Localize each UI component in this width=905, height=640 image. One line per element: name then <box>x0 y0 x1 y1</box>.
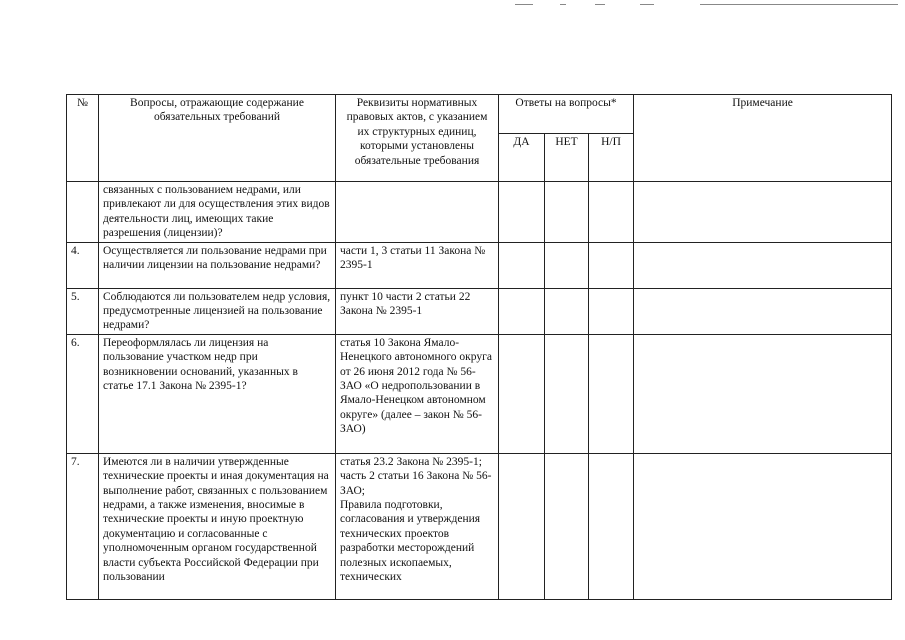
answer-na-cell <box>589 453 634 599</box>
answer-na-cell <box>589 288 634 334</box>
row-number <box>67 182 99 243</box>
col-header-no: НЕТ <box>545 134 589 182</box>
row-question: Переоформлялась ли лицензия на пользование участком недр при возникновении оснований, указанных в статье 17.1 Закона № 2395-1? <box>99 334 336 453</box>
requirements-checklist-table <box>66 94 892 600</box>
row-question: Имеются ли в наличии утвержденные технические проекты и иная документация на выполнение работ, связанных с пользованием недрами, а также изменения, вносимые в технические проекты и иную проектную документацию и согласованные с уполномоченным органом государственной власти субъекта Российской Федерации при пользовании <box>99 453 336 599</box>
answer-yes-cell <box>499 453 545 599</box>
row-number: 6. <box>67 334 99 453</box>
reference-line: статья 23.2 Закона № 2395-1; <box>340 455 482 468</box>
table-row <box>67 334 892 453</box>
row-references <box>336 182 499 243</box>
note-cell <box>634 453 892 599</box>
row-references: пункт 10 части 2 статьи 22 Закона № 2395-1 <box>336 288 499 334</box>
note-cell <box>634 288 892 334</box>
answer-no-cell <box>545 453 589 599</box>
table-row <box>67 288 892 334</box>
row-references: статья 10 Закона Ямало-Ненецкого автономного округа от 26 июня 2012 года № 56-ЗАО «О недропользовании в Ямало-Ненецком автономном округе» (далее – закон № 56-ЗАО) <box>336 334 499 453</box>
col-header-number: № <box>67 95 99 182</box>
answer-no-cell <box>545 242 589 288</box>
note-cell <box>634 182 892 243</box>
table-row <box>67 453 892 599</box>
table-row <box>67 242 892 288</box>
answer-no-cell <box>545 288 589 334</box>
row-number: 4. <box>67 242 99 288</box>
row-number: 7. <box>67 453 99 599</box>
col-header-answers: Ответы на вопросы* <box>499 95 634 134</box>
answer-yes-cell <box>499 182 545 243</box>
reference-line: Правила подготовки, согласования и утверждения технических проектов разработки месторождений полезных ископаемых, технических <box>340 499 481 584</box>
row-question: Соблюдаются ли пользователем недр условия, предусмотренные лицензией на пользование недрами? <box>99 288 336 334</box>
answer-na-cell <box>589 182 634 243</box>
answer-no-cell <box>545 334 589 453</box>
answer-no-cell <box>545 182 589 243</box>
scan-artifact-marks <box>500 4 900 8</box>
row-number: 5. <box>67 288 99 334</box>
row-question: связанных с пользованием недрами, или привлекают ли для осуществления этих видов деятельности лиц, имеющих такие разрешения (лицензии)? <box>99 182 336 243</box>
row-references: части 1, 3 статьи 11 Закона № 2395-1 <box>336 242 499 288</box>
reference-line: часть 2 статьи 16 Закона № 56-ЗАО; <box>340 470 492 497</box>
row-question: Осуществляется ли пользование недрами при наличии лицензии на пользование недрами? <box>99 242 336 288</box>
note-cell <box>634 334 892 453</box>
row-references <box>336 453 499 599</box>
answer-yes-cell <box>499 334 545 453</box>
answer-yes-cell <box>499 288 545 334</box>
answer-na-cell <box>589 242 634 288</box>
col-header-yes: ДА <box>499 134 545 182</box>
col-header-question: Вопросы, отражающие содержание обязательных требований <box>99 95 336 182</box>
table-row <box>67 182 892 243</box>
note-cell <box>634 242 892 288</box>
answer-na-cell <box>589 334 634 453</box>
answer-yes-cell <box>499 242 545 288</box>
col-header-note: Примечание <box>634 95 892 182</box>
col-header-references: Реквизиты нормативных правовых актов, с указанием их структурных единиц, которыми установлены обязательные требования <box>336 95 499 182</box>
col-header-na: Н/П <box>589 134 634 182</box>
